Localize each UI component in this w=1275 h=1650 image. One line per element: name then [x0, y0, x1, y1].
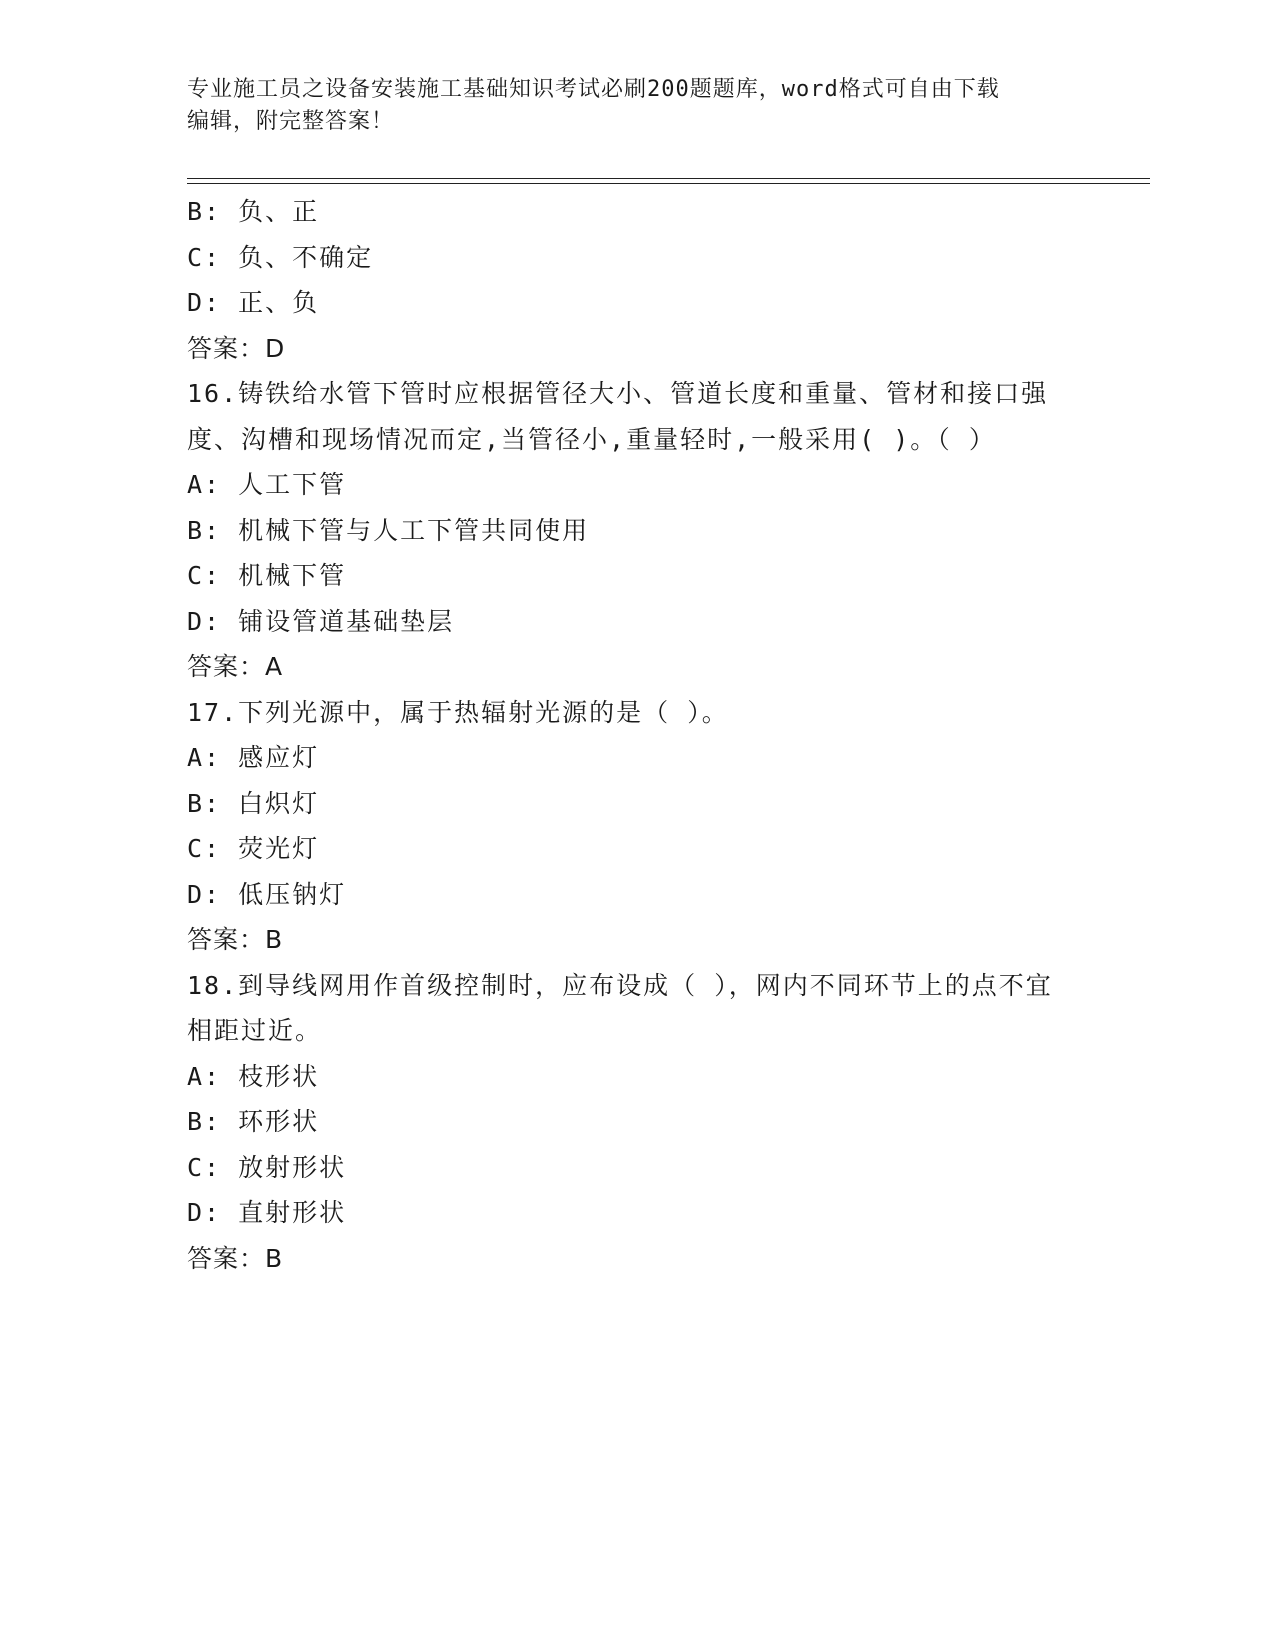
option-a: A: 枝形状: [187, 1061, 320, 1091]
header-divider-bottom: [187, 183, 1150, 184]
question-16: [187, 371, 1087, 690]
question-text: 18.到导线网用作首级控制时，应布设成（ ），网内不同环节上的点不宜相距过近。: [187, 970, 1053, 1045]
option-c: C: 负、不确定: [187, 242, 374, 272]
option-c: C: 放射形状: [187, 1152, 347, 1182]
question-15-continued: [187, 189, 1087, 371]
answer-line: 答案：B: [187, 1243, 284, 1273]
question-17: [187, 690, 1087, 963]
answer-line: 答案：D: [187, 333, 286, 363]
header-title-line2: 编辑，附完整答案！: [187, 109, 395, 134]
question-text: 16.铸铁给水管下管时应根据管径大小、管道长度和重量、管材和接口强度、沟槽和现场情况而定,当管径小,重量轻时,一般采用( )。（ ）: [187, 379, 1049, 454]
option-c: C: 荧光灯: [187, 834, 320, 863]
question-18: [187, 963, 1087, 1282]
question-text: 17.下列光源中，属于热辐射光源的是（ ）。: [187, 697, 729, 727]
question-list: [187, 189, 1087, 1281]
option-d: D: 低压钠灯: [187, 879, 347, 909]
header-divider-top: [187, 178, 1150, 179]
option-b: B: 环形状: [187, 1107, 320, 1136]
option-d: D: 正、负: [187, 288, 320, 317]
option-b: B: 白炽灯: [187, 788, 320, 818]
option-d: D: 直射形状: [187, 1198, 347, 1227]
option-b: B: 机械下管与人工下管共同使用: [187, 515, 590, 545]
option-a: A: 感应灯: [187, 743, 320, 772]
header-title-line1: 专业施工员之设备安装施工基础知识考试必刷200题题库，word格式可自由下载: [187, 77, 1000, 102]
option-d: D: 铺设管道基础垫层: [187, 606, 455, 636]
option-c: C: 机械下管: [187, 561, 347, 590]
answer-line: 答案：B: [187, 925, 284, 954]
option-a: A: 人工下管: [187, 470, 347, 499]
document-header: [187, 74, 1067, 138]
answer-line: 答案：A: [187, 652, 284, 681]
option-b: B: 负、正: [187, 197, 320, 226]
